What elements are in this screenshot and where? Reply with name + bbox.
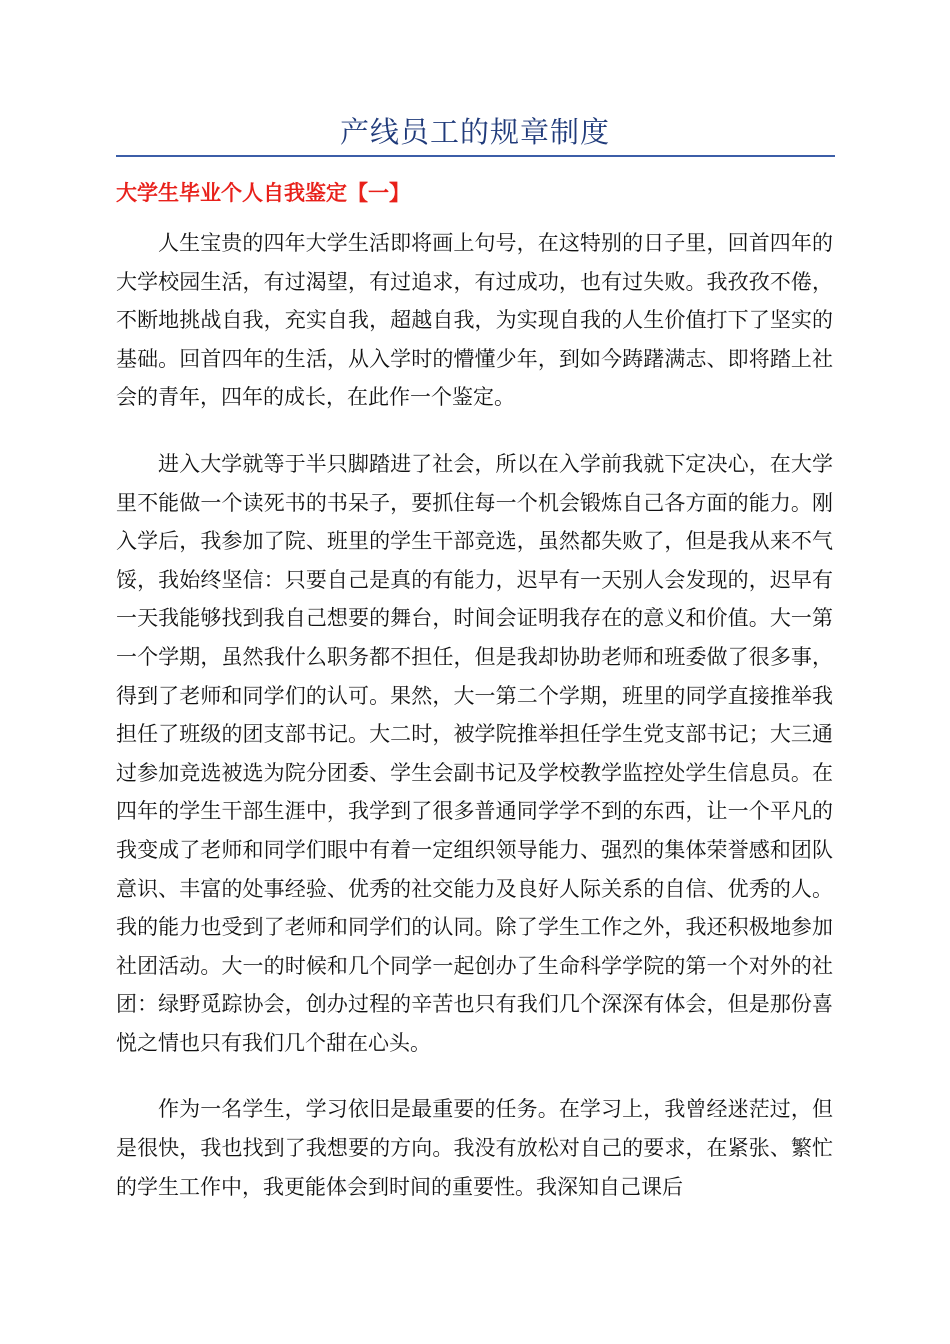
paragraph-3: 作为一名学生，学习依旧是最重要的任务。在学习上，我曾经迷茫过，但是很快，我也找到了我想要的方向。我没有放松对自己的要求，在紧张、繁忙的学生工作中，我更能体会到时间的重要性。我深知自己课后 (116, 1097, 833, 1199)
title-underline (116, 155, 835, 157)
paragraph-1: 人生宝贵的四年大学生活即将画上句号，在这特别的日子里，回首四年的大学校园生活，有过渴望，有过追求，有过成功，也有过失败。我孜孜不倦，不断地挑战自我，充实自我，超越自我，为实现自我的人生价值打下了坚实的基础。回首四年的生活，从入学时的懵懂少年，到如今踌躇满志、即将踏上社会的青年，四年的成长，在此作一个鉴定。 (116, 231, 833, 410)
paragraph-2: 进入大学就等于半只脚踏进了社会，所以在入学前我就下定决心，在大学里不能做一个读死书的书呆子，要抓住每一个机会锻炼自己各方面的能力。刚入学后，我参加了院、班里的学生干部竞选，虽然都失败了，但是我从来不气馁，我始终坚信：只要自己是真的有能力，迟早有一天别人会发现的，迟早有一天我能够找到我自己想要的舞台，时间会证明我存在的意义和价值。大一第一个学期，虽然我什么职务都不担任，但是我却协助老师和班委做了很多事，得到了老师和同学们的认可。果然，大一第二个学期，班里的同学直接推举我担任了班级的团支部书记。大二时，被学院推举担任学生党支部书记；大三通过参加竞选被选为院分团委、学生会副书记及学校教学监控处学生信息员。在四年的学生干部生涯中，我学到了很多普通同学学不到的东西，让一个平凡的我变成了老师和同学们眼中有着一定组织领导能力、强烈的集体荣誉感和团队意识、丰富的处事经验、优秀的社交能力及良好人际关系的自信、优秀的人。我的能力也受到了老师和同学们的认同。除了学生工作之外，我还积极地参加社团活动。大一的时候和几个同学一起创办了生命科学学院的第一个对外的社团：绿野觅踪协会，创办过程的辛苦也只有我们几个深深有体会，但是那份喜悦之情也只有我们几个甜在心头。 (116, 451, 833, 1055)
document-body (116, 224, 833, 1234)
section-heading: 大学生毕业个人自我鉴定【一】 (116, 181, 410, 205)
document-title: 产线员工的规章制度 (339, 115, 610, 149)
